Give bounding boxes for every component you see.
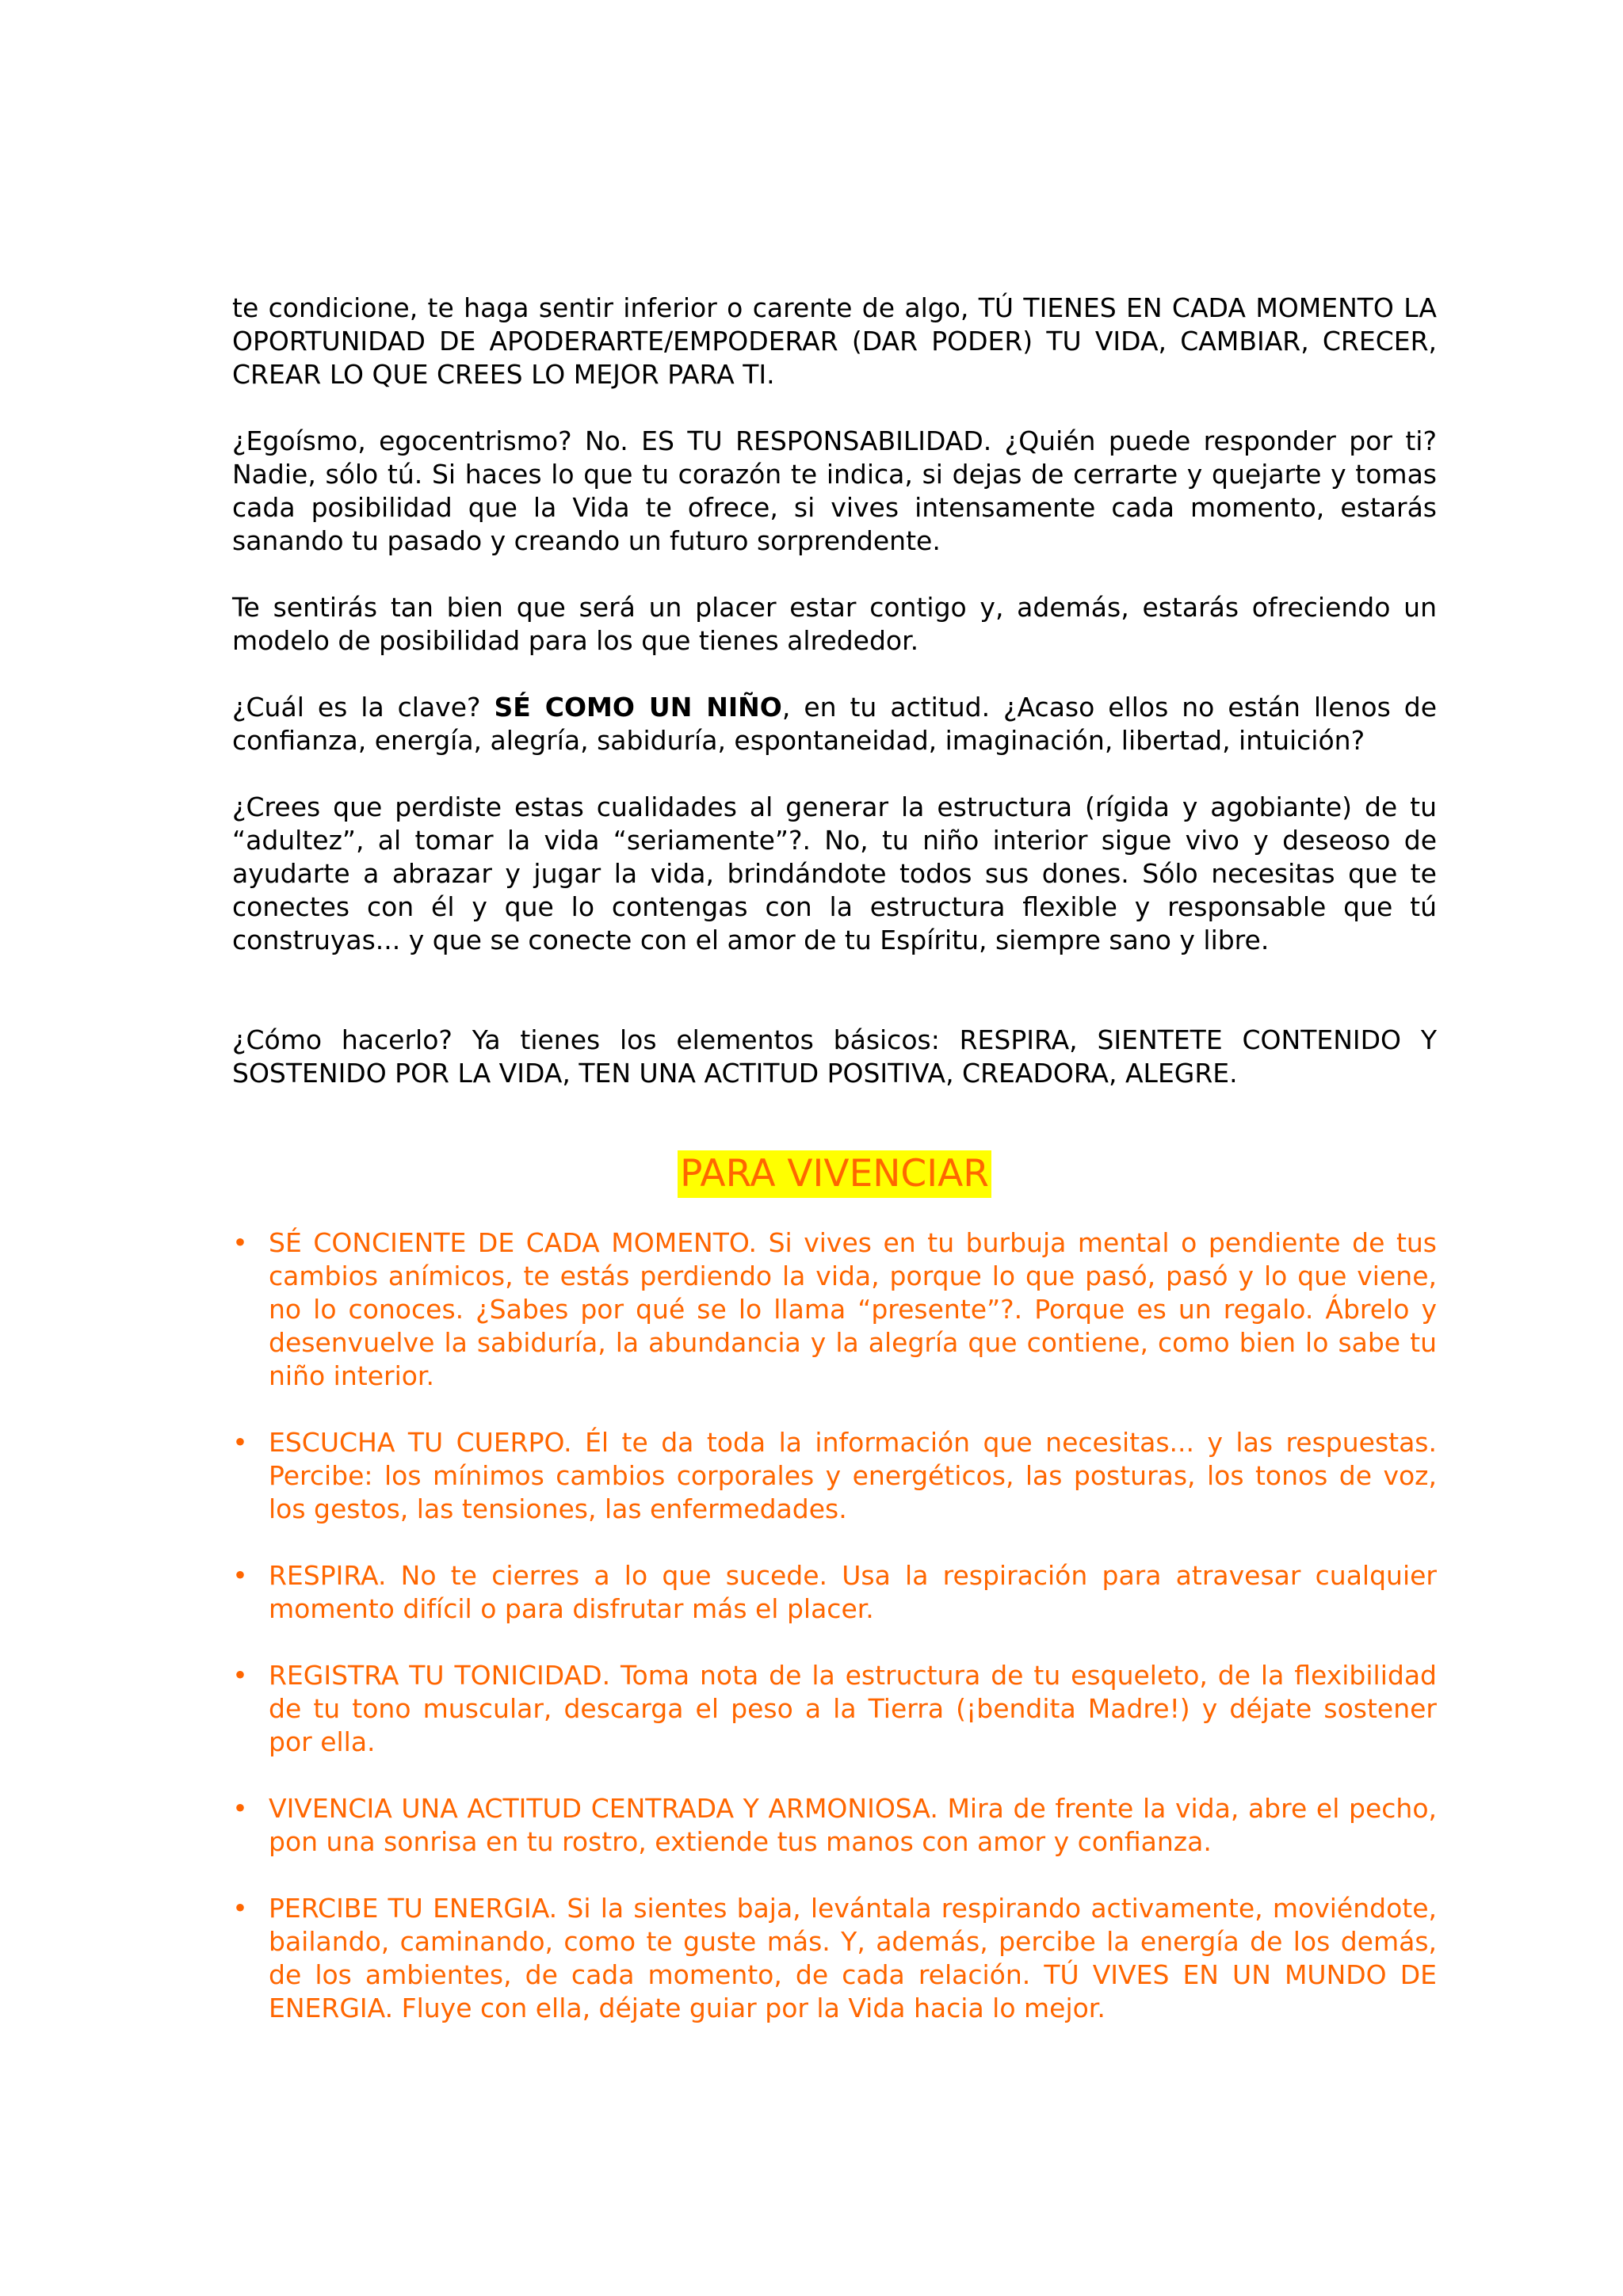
paragraph-key-before: ¿Cuál es la clave? <box>232 692 495 723</box>
bullet-icon: • <box>232 1793 248 1824</box>
list-item <box>232 1659 1437 1759</box>
section-heading: PARA VIVENCIAR <box>678 1150 991 1198</box>
paragraph-key <box>232 691 1437 757</box>
list-item <box>232 1226 1437 1393</box>
bullet-icon: • <box>232 1560 248 1591</box>
paragraph-responsibility: ¿Egoísmo, egocentrismo? No. ES TU RESPONSABILIDAD. ¿Quién puede responder por ti? Nadie, sólo tú. Si haces lo que tu corazón te indica, si dejas de cerrarte y quejarte y tomas cada posibilidad que la Vida te ofrece, si vives intensamente cada momento, estarás sanando tu pasado y creando un futuro sorprendente. <box>232 425 1437 556</box>
list-item-text: ESCUCHA TU CUERPO. Él te da toda la información que necesitas... y las respuestas. Percibe: los mínimos cambios corporales y energéticos, las posturas, los tonos de voz, los gestos, las tensiones, las enfermedades. <box>269 1427 1437 1524</box>
bullet-icon: • <box>232 1427 248 1458</box>
section-heading-wrap <box>232 1150 1437 1198</box>
list-item <box>232 1426 1437 1526</box>
paragraph-key-after: , en tu actitud. ¿Acaso ellos no están llenos de confianza, energía, alegría, sabiduría, espontaneidad, imaginación, libertad, intuición? <box>232 692 1438 756</box>
list-item <box>232 1559 1437 1626</box>
list-item-text: PERCIBE TU ENERGIA. Si la sientes baja, levántala respirando activamente, moviéndote, bailando, caminando, como te guste más. Y, además, percibe la energía de los demás, de los ambientes, de cada momento, de cada relación. TÚ VIVES EN UN MUNDO DE ENERGIA. Fluye con ella, déjate guiar por la Vida hacia lo mejor. <box>269 1893 1437 2023</box>
paragraph-key-emphasis: SÉ COMO UN NIÑO <box>494 692 782 723</box>
paragraph-inner-child: ¿Crees que perdiste estas cualidades al generar la estructura (rígida y agobiante) de tu “adultez”, al tomar la vida “seriamente”?. No, tu niño interior sigue vivo y deseoso de ayudarte a abrazar y jugar la vida, brindándote todos sus dones. Sólo necesitas que te conectes con él y que lo contengas con la estructura flexible y responsable que tú construyas... y que se conecte con el amor de tu Espíritu, siempre sano y libre. <box>232 791 1437 955</box>
bullet-icon: • <box>232 1227 248 1258</box>
list-item-text: RESPIRA. No te cierres a lo que sucede. Usa la respiración para atravesar cualquier momento difícil o para disfrutar más el placer. <box>269 1560 1437 1624</box>
document-page <box>232 292 1437 2058</box>
list-item-text: VIVENCIA UNA ACTITUD CENTRADA Y ARMONIOSA. Mira de frente la vida, abre el pecho, pon una sonrisa en tu rostro, extiende tus manos con amor y confianza. <box>269 1793 1437 1857</box>
bullet-icon: • <box>232 1660 248 1691</box>
list-item <box>232 1892 1437 2025</box>
list-item-text: SÉ CONCIENTE DE CADA MOMENTO. Si vives en tu burbuja mental o pendiente de tus cambios anímicos, te estás perdiendo la vida, porque lo que pasó, pasó y lo que viene, no lo conoces. ¿Sabes por qué se lo llama “presente”?. Porque es un regalo. Ábrelo y desenvuelve la sabiduría, la abundancia y la alegría que contiene, como bien lo sabe tu niño interior. <box>269 1227 1437 1391</box>
list-item <box>232 1792 1437 1859</box>
bullet-icon: • <box>232 1893 248 1924</box>
paragraph-feel-good: Te sentirás tan bien que será un placer estar contigo y, además, estarás ofreciendo un modelo de posibilidad para los que tienes alrededor. <box>232 592 1437 656</box>
practice-list <box>232 1226 1437 2025</box>
paragraph-how-to: ¿Cómo hacerlo? Ya tienes los elementos básicos: RESPIRA, SIENTETE CONTENIDO Y SOSTENIDO POR LA VIDA, TEN UNA ACTITUD POSITIVA, CREADORA, ALEGRE. <box>232 1024 1437 1089</box>
paragraph-intro: te condicione, te haga sentir inferior o carente de algo, TÚ TIENES EN CADA MOMENTO LA OPORTUNIDAD DE APODERARTE/EMPODERAR (DAR PODER) TU VIDA, CAMBIAR, CRECER, CREAR LO QUE CREES LO MEJOR PARA TI. <box>232 292 1437 390</box>
list-item-text: REGISTRA TU TONICIDAD. Toma nota de la estructura de tu esqueleto, de la flexibilidad de tu tono muscular, descarga el peso a la Tierra (¡bendita Madre!) y déjate sostener por ella. <box>269 1660 1437 1757</box>
